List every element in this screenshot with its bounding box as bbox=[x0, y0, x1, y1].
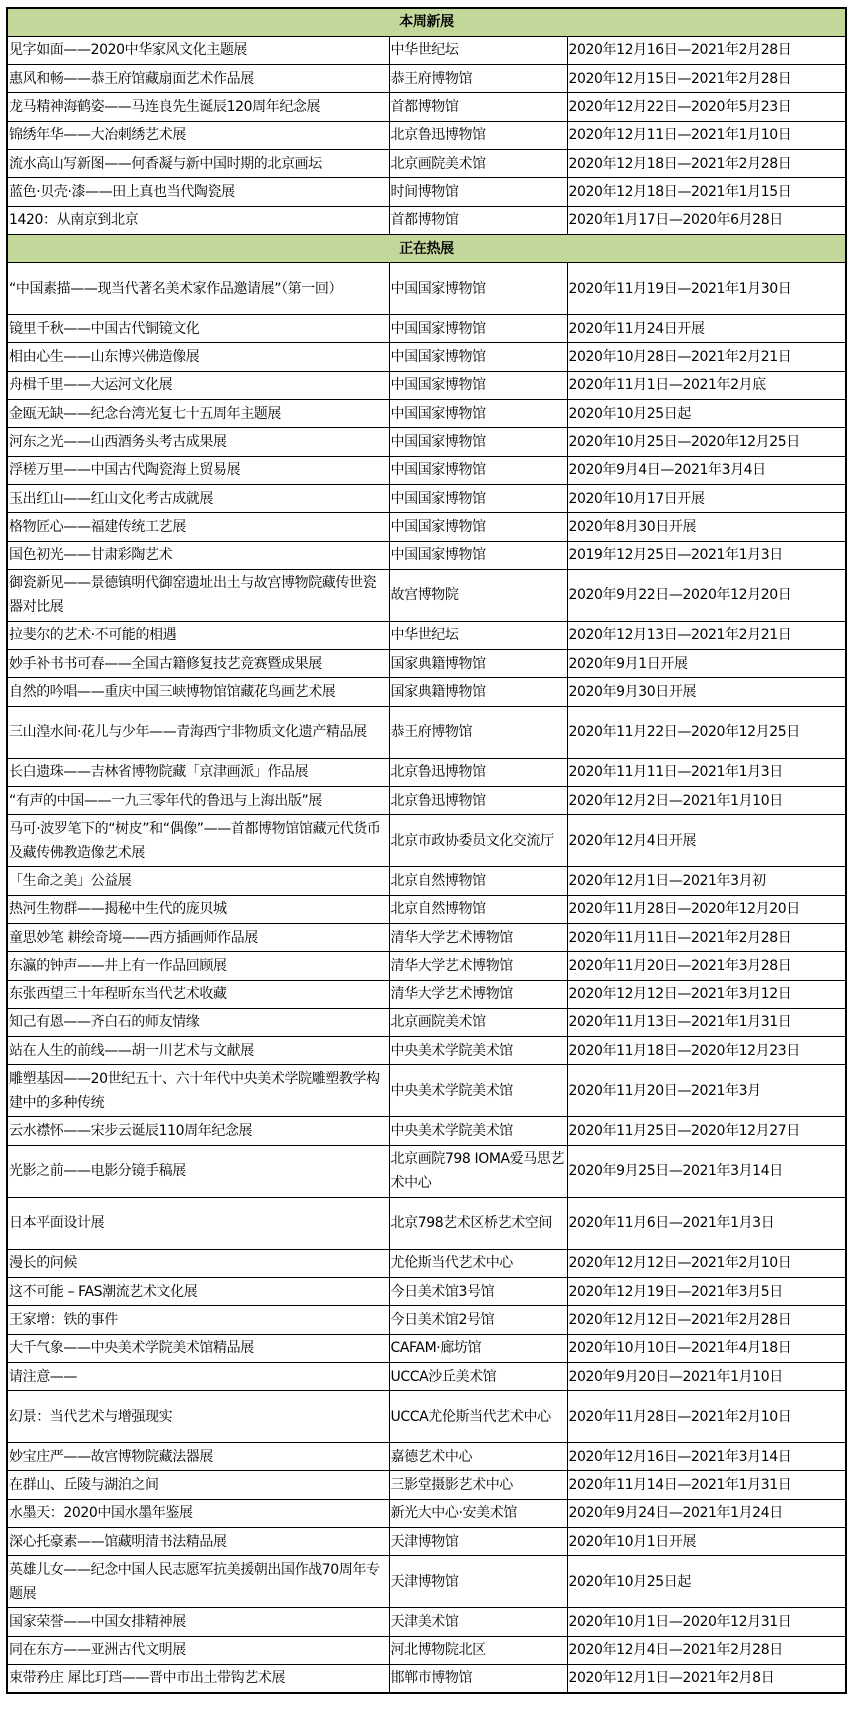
exhibition-table bbox=[6, 7, 847, 1694]
dates-cell: 2020年12月22日—2020年5月23日 bbox=[567, 93, 846, 121]
table-row bbox=[7, 787, 846, 815]
table-row bbox=[7, 923, 846, 951]
section-title: 本周新展 bbox=[7, 8, 846, 36]
table-row bbox=[7, 706, 846, 758]
table-row bbox=[7, 815, 846, 867]
dates-cell: 2020年10月1日—2020年12月31日 bbox=[567, 1608, 846, 1636]
dates-cell: 2020年12月4日—2021年2月28日 bbox=[567, 1636, 846, 1664]
dates-cell: 2020年12月15日—2021年2月28日 bbox=[567, 65, 846, 93]
venue-cell: 中国国家博物馆 bbox=[389, 541, 567, 569]
dates-cell: 2020年10月1日开展 bbox=[567, 1528, 846, 1556]
venue-cell: 首都博物馆 bbox=[389, 206, 567, 234]
dates-cell: 2020年11月28日—2020年12月20日 bbox=[567, 895, 846, 923]
dates-cell: 2020年12月4日开展 bbox=[567, 815, 846, 867]
dates-cell: 2020年11月13日—2021年1月31日 bbox=[567, 1008, 846, 1036]
table-row bbox=[7, 1362, 846, 1390]
section-header-row bbox=[7, 234, 846, 262]
exhibition-name-cell: 相由心生——山东博兴佛造像展 bbox=[7, 343, 389, 371]
exhibition-name-cell: “有声的中国——一九三零年代的鲁迅与上海出版”展 bbox=[7, 787, 389, 815]
venue-cell: 河北博物院北区 bbox=[389, 1636, 567, 1664]
venue-cell: 恭王府博物馆 bbox=[389, 65, 567, 93]
venue-cell: 中国国家博物馆 bbox=[389, 315, 567, 343]
table-row bbox=[7, 867, 846, 895]
table-row bbox=[7, 36, 846, 64]
section-header-row bbox=[7, 8, 846, 36]
dates-cell: 2020年12月12日—2021年2月10日 bbox=[567, 1249, 846, 1277]
table-row bbox=[7, 1306, 846, 1334]
table-row bbox=[7, 1037, 846, 1065]
table-row bbox=[7, 343, 846, 371]
venue-cell: 首都博物馆 bbox=[389, 93, 567, 121]
exhibition-name-cell: 东张西望三十年程昕东当代艺术收藏 bbox=[7, 980, 389, 1008]
exhibition-name-cell: 1420：从南京到北京 bbox=[7, 206, 389, 234]
dates-cell: 2020年11月18日—2020年12月23日 bbox=[567, 1037, 846, 1065]
exhibition-name-cell: 舟楫千里——大运河文化展 bbox=[7, 371, 389, 399]
venue-cell: 中华世纪坛 bbox=[389, 621, 567, 649]
dates-cell: 2020年11月11日—2021年2月28日 bbox=[567, 923, 846, 951]
table-row bbox=[7, 895, 846, 923]
exhibition-name-cell: 「生命之美」公益展 bbox=[7, 867, 389, 895]
exhibition-name-cell: 御瓷新见——景德镇明代御窑遗址出土与故宫博物院藏传世瓷器对比展 bbox=[7, 569, 389, 621]
exhibition-name-cell: 同在东方——亚洲古代文明展 bbox=[7, 1636, 389, 1664]
table-row bbox=[7, 1278, 846, 1306]
table-row bbox=[7, 315, 846, 343]
table-row bbox=[7, 678, 846, 706]
venue-cell: 国家典籍博物馆 bbox=[389, 650, 567, 678]
dates-cell: 2020年12月13日—2021年2月21日 bbox=[567, 621, 846, 649]
exhibition-name-cell: 国色初光——甘肃彩陶艺术 bbox=[7, 541, 389, 569]
dates-cell: 2020年11月28日—2021年2月10日 bbox=[567, 1391, 846, 1443]
exhibition-name-cell: 英雄儿女——纪念中国人民志愿军抗美援朝出国作战70周年专题展 bbox=[7, 1556, 389, 1608]
dates-cell: 2020年12月18日—2021年2月28日 bbox=[567, 149, 846, 177]
table-row bbox=[7, 1197, 846, 1249]
table-row bbox=[7, 513, 846, 541]
exhibition-name-cell: 云水襟怀——宋步云诞辰110周年纪念展 bbox=[7, 1117, 389, 1145]
venue-cell: 北京798艺术区桥艺术空间 bbox=[389, 1197, 567, 1249]
exhibition-name-cell: 深心托豪素——馆藏明清书法精品展 bbox=[7, 1528, 389, 1556]
venue-cell: 中华世纪坛 bbox=[389, 36, 567, 64]
exhibition-name-cell: 自然的吟唱——重庆中国三峡博物馆馆藏花鸟画艺术展 bbox=[7, 678, 389, 706]
exhibition-name-cell: 热河生物群——揭秘中生代的庞贝城 bbox=[7, 895, 389, 923]
venue-cell: 中央美术学院美术馆 bbox=[389, 1065, 567, 1117]
table-row bbox=[7, 569, 846, 621]
table-row bbox=[7, 1117, 846, 1145]
venue-cell: 北京鲁迅博物馆 bbox=[389, 121, 567, 149]
venue-cell: 清华大学艺术博物馆 bbox=[389, 923, 567, 951]
dates-cell: 2020年12月11日—2021年1月10日 bbox=[567, 121, 846, 149]
exhibition-name-cell: 这不可能 – FAS潮流艺术文化展 bbox=[7, 1278, 389, 1306]
dates-cell: 2020年11月22日—2020年12月25日 bbox=[567, 706, 846, 758]
table-row bbox=[7, 121, 846, 149]
table-row bbox=[7, 980, 846, 1008]
venue-cell: 北京画院798 IOMA爱马思艺术中心 bbox=[389, 1145, 567, 1197]
venue-cell: 中国国家博物馆 bbox=[389, 400, 567, 428]
venue-cell: 时间博物馆 bbox=[389, 178, 567, 206]
table-row bbox=[7, 206, 846, 234]
table-row bbox=[7, 1608, 846, 1636]
table-row bbox=[7, 400, 846, 428]
table-row bbox=[7, 178, 846, 206]
exhibition-name-cell: 惠风和畅——恭王府馆藏扇面艺术作品展 bbox=[7, 65, 389, 93]
table-row bbox=[7, 65, 846, 93]
venue-cell: 国家典籍博物馆 bbox=[389, 678, 567, 706]
exhibition-name-cell: 水墨天：2020中国水墨年鉴展 bbox=[7, 1499, 389, 1527]
venue-cell: 恭王府博物馆 bbox=[389, 706, 567, 758]
table-row bbox=[7, 1008, 846, 1036]
table-row bbox=[7, 1499, 846, 1527]
venue-cell: 天津美术馆 bbox=[389, 1608, 567, 1636]
dates-cell: 2020年9月22日—2020年12月20日 bbox=[567, 569, 846, 621]
dates-cell: 2019年12月25日—2021年1月3日 bbox=[567, 541, 846, 569]
dates-cell: 2020年11月1日—2021年2月底 bbox=[567, 371, 846, 399]
exhibition-name-cell: 马可·波罗笔下的“树皮”和“偶像”——首都博物馆馆藏元代货币及藏传佛教造像艺术展 bbox=[7, 815, 389, 867]
table-row bbox=[7, 456, 846, 484]
table-row bbox=[7, 952, 846, 980]
venue-cell: 中国国家博物馆 bbox=[389, 428, 567, 456]
dates-cell: 2020年10月28日—2021年2月21日 bbox=[567, 343, 846, 371]
exhibition-name-cell: 浮槎万里——中国古代陶瓷海上贸易展 bbox=[7, 456, 389, 484]
dates-cell: 2020年10月25日起 bbox=[567, 1556, 846, 1608]
dates-cell: 2020年9月1日开展 bbox=[567, 650, 846, 678]
dates-cell: 2020年9月25日—2021年3月14日 bbox=[567, 1145, 846, 1197]
exhibition-table-body bbox=[7, 8, 846, 1693]
venue-cell: 天津博物馆 bbox=[389, 1528, 567, 1556]
venue-cell: UCCA尤伦斯当代艺术中心 bbox=[389, 1391, 567, 1443]
table-row bbox=[7, 1249, 846, 1277]
table-row bbox=[7, 1065, 846, 1117]
table-row bbox=[7, 1391, 846, 1443]
exhibition-name-cell: 蓝色·贝壳·漆——田上真也当代陶瓷展 bbox=[7, 178, 389, 206]
exhibition-name-cell: 妙手补书书可春——全国古籍修复技艺竞赛暨成果展 bbox=[7, 650, 389, 678]
venue-cell: 邯郸市博物馆 bbox=[389, 1664, 567, 1692]
dates-cell: 2020年12月16日—2021年3月14日 bbox=[567, 1443, 846, 1471]
exhibition-name-cell: 拉斐尔的艺术·不可能的相遇 bbox=[7, 621, 389, 649]
exhibition-name-cell: 漫长的问候 bbox=[7, 1249, 389, 1277]
dates-cell: 2020年12月19日—2021年3月5日 bbox=[567, 1278, 846, 1306]
exhibition-name-cell: 站在人生的前线——胡一川艺术与文献展 bbox=[7, 1037, 389, 1065]
venue-cell: 中央美术学院美术馆 bbox=[389, 1037, 567, 1065]
venue-cell: 中国国家博物馆 bbox=[389, 371, 567, 399]
exhibition-name-cell: 流水高山写新图——何香凝与新中国时期的北京画坛 bbox=[7, 149, 389, 177]
venue-cell: 今日美术馆3号馆 bbox=[389, 1278, 567, 1306]
section-title: 正在热展 bbox=[7, 234, 846, 262]
dates-cell: 2020年11月14日—2021年1月31日 bbox=[567, 1471, 846, 1499]
venue-cell: 新光大中心·安美术馆 bbox=[389, 1499, 567, 1527]
dates-cell: 2020年12月12日—2021年3月12日 bbox=[567, 980, 846, 1008]
table-row bbox=[7, 758, 846, 786]
dates-cell: 2020年11月25日—2020年12月27日 bbox=[567, 1117, 846, 1145]
venue-cell: 中国国家博物馆 bbox=[389, 456, 567, 484]
dates-cell: 2020年11月20日—2021年3月28日 bbox=[567, 952, 846, 980]
exhibition-name-cell: 日本平面设计展 bbox=[7, 1197, 389, 1249]
dates-cell: 2020年11月20日—2021年3月 bbox=[567, 1065, 846, 1117]
exhibition-name-cell: 见字如面——2020中华家风文化主题展 bbox=[7, 36, 389, 64]
exhibition-name-cell: 束带矜庄 犀比玎珰——晋中市出土带钩艺术展 bbox=[7, 1664, 389, 1692]
venue-cell: 北京鲁迅博物馆 bbox=[389, 787, 567, 815]
table-row bbox=[7, 1556, 846, 1608]
venue-cell: 中国国家博物馆 bbox=[389, 263, 567, 315]
venue-cell: 中国国家博物馆 bbox=[389, 343, 567, 371]
exhibition-name-cell: 龙马精神海鹤姿——马连良先生诞辰120周年纪念展 bbox=[7, 93, 389, 121]
venue-cell: 清华大学艺术博物馆 bbox=[389, 980, 567, 1008]
exhibition-name-cell: 知己有恩——齐白石的师友情缘 bbox=[7, 1008, 389, 1036]
venue-cell: 北京画院美术馆 bbox=[389, 149, 567, 177]
venue-cell: 北京自然博物馆 bbox=[389, 867, 567, 895]
exhibition-name-cell: 雕塑基因——20世纪五十、六十年代中央美术学院雕塑教学构建中的多种传统 bbox=[7, 1065, 389, 1117]
venue-cell: 中央美术学院美术馆 bbox=[389, 1117, 567, 1145]
dates-cell: 2020年12月1日—2021年3月初 bbox=[567, 867, 846, 895]
venue-cell: 今日美术馆2号馆 bbox=[389, 1306, 567, 1334]
table-row bbox=[7, 371, 846, 399]
exhibition-name-cell: 王家增：铁的事件 bbox=[7, 1306, 389, 1334]
exhibition-name-cell: 河东之光——山西酒务头考古成果展 bbox=[7, 428, 389, 456]
table-row bbox=[7, 650, 846, 678]
exhibition-name-cell: 镜里千秋——中国古代铜镜文化 bbox=[7, 315, 389, 343]
dates-cell: 2020年10月25日起 bbox=[567, 400, 846, 428]
dates-cell: 2020年11月6日—2021年1月3日 bbox=[567, 1197, 846, 1249]
venue-cell: 故宫博物院 bbox=[389, 569, 567, 621]
table-row bbox=[7, 1528, 846, 1556]
dates-cell: 2020年12月2日—2021年1月10日 bbox=[567, 787, 846, 815]
table-row bbox=[7, 1443, 846, 1471]
dates-cell: 2020年11月24日开展 bbox=[567, 315, 846, 343]
venue-cell: 北京画院美术馆 bbox=[389, 1008, 567, 1036]
venue-cell: 尤伦斯当代艺术中心 bbox=[389, 1249, 567, 1277]
table-row bbox=[7, 93, 846, 121]
exhibition-name-cell: 金瓯无缺——纪念台湾光复七十五周年主题展 bbox=[7, 400, 389, 428]
table-row bbox=[7, 149, 846, 177]
table-row bbox=[7, 428, 846, 456]
venue-cell: 北京自然博物馆 bbox=[389, 895, 567, 923]
venue-cell: 中国国家博物馆 bbox=[389, 513, 567, 541]
exhibition-name-cell: 光影之前——电影分镜手稿展 bbox=[7, 1145, 389, 1197]
venue-cell: 清华大学艺术博物馆 bbox=[389, 952, 567, 980]
exhibition-name-cell: 锦绣年华——大冶刺绣艺术展 bbox=[7, 121, 389, 149]
table-row bbox=[7, 263, 846, 315]
table-row bbox=[7, 484, 846, 512]
venue-cell: 嘉德艺术中心 bbox=[389, 1443, 567, 1471]
table-row bbox=[7, 1471, 846, 1499]
dates-cell: 2020年10月10日—2021年4月18日 bbox=[567, 1334, 846, 1362]
exhibition-name-cell: 东瀛的钟声——井上有一作品回顾展 bbox=[7, 952, 389, 980]
venue-cell: 北京鲁迅博物馆 bbox=[389, 758, 567, 786]
dates-cell: 2020年9月30日开展 bbox=[567, 678, 846, 706]
dates-cell: 2020年9月20日—2021年1月10日 bbox=[567, 1362, 846, 1390]
venue-cell: 中国国家博物馆 bbox=[389, 484, 567, 512]
table-row bbox=[7, 1334, 846, 1362]
exhibition-name-cell: 三山湟水间·花儿与少年——青海西宁非物质文化遗产精品展 bbox=[7, 706, 389, 758]
exhibition-name-cell: 国家荣誉——中国女排精神展 bbox=[7, 1608, 389, 1636]
exhibition-name-cell: 在群山、丘陵与湖泊之间 bbox=[7, 1471, 389, 1499]
table-row bbox=[7, 1636, 846, 1664]
dates-cell: 2020年12月16日—2021年2月28日 bbox=[567, 36, 846, 64]
dates-cell: 2020年10月17日开展 bbox=[567, 484, 846, 512]
venue-cell: UCCA沙丘美术馆 bbox=[389, 1362, 567, 1390]
table-row bbox=[7, 541, 846, 569]
exhibition-name-cell: 大千气象——中央美术学院美术馆精品展 bbox=[7, 1334, 389, 1362]
dates-cell: 2020年9月24日—2021年1月24日 bbox=[567, 1499, 846, 1527]
venue-cell: 北京市政协委员文化交流厅 bbox=[389, 815, 567, 867]
venue-cell: CAFAM·廊坊馆 bbox=[389, 1334, 567, 1362]
exhibition-name-cell: 童思妙笔 耕绘奇境——西方插画师作品展 bbox=[7, 923, 389, 951]
exhibition-name-cell: 长白遗珠——吉林省博物院藏「京津画派」作品展 bbox=[7, 758, 389, 786]
dates-cell: 2020年11月11日—2021年1月3日 bbox=[567, 758, 846, 786]
dates-cell: 2020年11月19日—2021年1月30日 bbox=[567, 263, 846, 315]
venue-cell: 天津博物馆 bbox=[389, 1556, 567, 1608]
dates-cell: 2020年1月17日—2020年6月28日 bbox=[567, 206, 846, 234]
dates-cell: 2020年12月12日—2021年2月28日 bbox=[567, 1306, 846, 1334]
exhibition-name-cell: 请注意—— bbox=[7, 1362, 389, 1390]
dates-cell: 2020年12月1日—2021年2月8日 bbox=[567, 1664, 846, 1692]
dates-cell: 2020年8月30日开展 bbox=[567, 513, 846, 541]
exhibition-name-cell: 妙宝庄严——故宫博物院藏法器展 bbox=[7, 1443, 389, 1471]
exhibition-name-cell: 幻景：当代艺术与增强现实 bbox=[7, 1391, 389, 1443]
table-row bbox=[7, 1664, 846, 1692]
exhibition-name-cell: 玉出红山——红山文化考古成就展 bbox=[7, 484, 389, 512]
table-row bbox=[7, 1145, 846, 1197]
dates-cell: 2020年12月18日—2021年1月15日 bbox=[567, 178, 846, 206]
dates-cell: 2020年9月4日—2021年3月4日 bbox=[567, 456, 846, 484]
exhibition-name-cell: 格物匠心——福建传统工艺展 bbox=[7, 513, 389, 541]
dates-cell: 2020年10月25日—2020年12月25日 bbox=[567, 428, 846, 456]
exhibition-name-cell: “中国素描——现当代著名美术家作品邀请展”（第一回） bbox=[7, 263, 389, 315]
table-row bbox=[7, 621, 846, 649]
venue-cell: 三影堂摄影艺术中心 bbox=[389, 1471, 567, 1499]
